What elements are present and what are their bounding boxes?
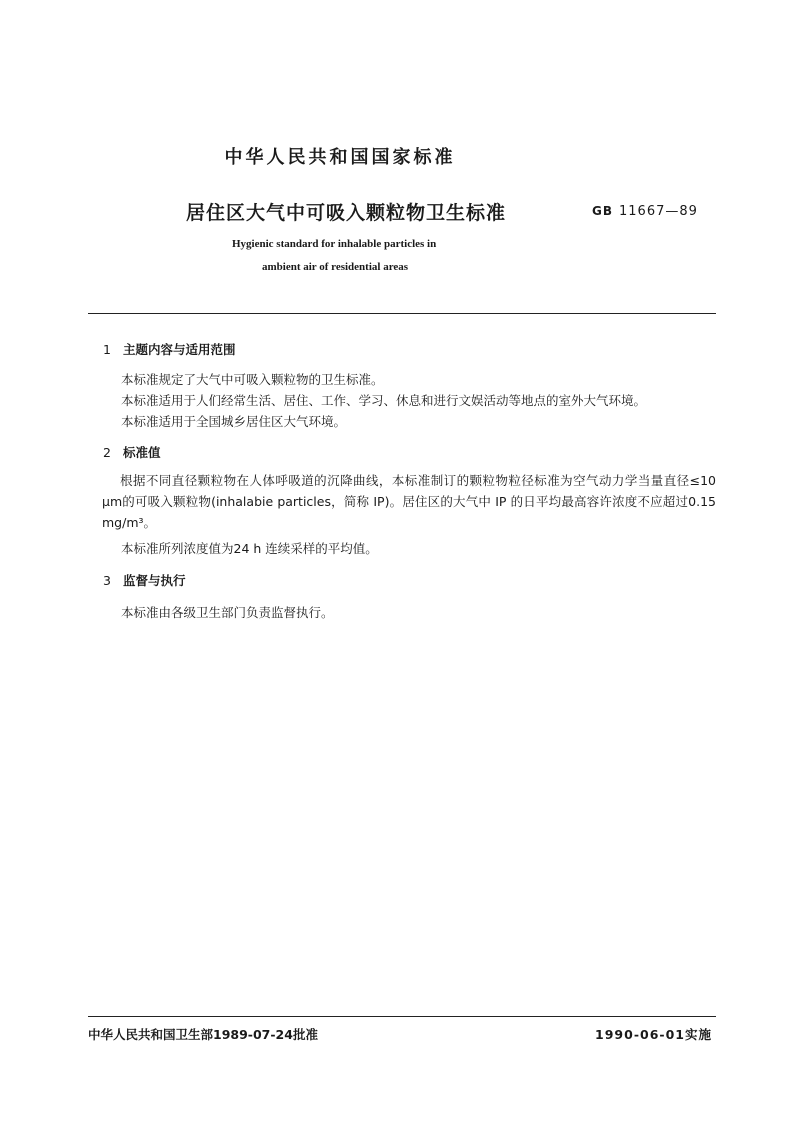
section-2-paragraph-1: 根据不同直径颗粒物在人体呼吸道的沉降曲线，本标准制订的颗粒物粒径标准为空气动力学当量直径≤10 μm的可吸入颗粒物(inhalabie particles，简称 IP)。居住区的大气中 IP 的日平均最高容许浓度不应超过0.15 mg/m³。 [102,473,716,530]
section-2-number: 2 [103,445,111,460]
national-standard-label: 中华人民共和国国家标准 [224,147,456,168]
approval-statement: 中华人民共和国卫生部1989-07-24批准 [88,1027,318,1042]
section-1-paragraph-1: 本标准规定了大气中可吸入颗粒物的卫生标准。 [121,372,384,387]
section-2-paragraph-2: 本标准所列浓度值为24 h 连续采样的平均值。 [121,541,378,556]
document-title: 居住区大气中可吸入颗粒物卫生标准 [186,202,507,224]
standard-code-prefix: GB [592,204,613,218]
english-title-line-2: ambient air of residential areas [262,261,409,273]
effective-date-statement: 1990-06-01实施 [595,1027,712,1042]
section-1-title: 主题内容与适用范围 [123,342,236,357]
section-3-heading [103,571,186,589]
section-1-paragraph-3: 本标准适用于全国城乡居住区大气环境。 [121,414,347,429]
section-3-title: 监督与执行 [123,573,186,588]
standard-code [592,204,698,219]
section-1-heading [103,340,236,358]
english-title-line-1: Hygienic standard for inhalable particles in [232,238,437,250]
footer-divider [88,1016,716,1017]
section-3-number: 3 [103,573,111,588]
header-divider [88,313,716,314]
section-1-number: 1 [103,342,111,357]
section-2-heading [103,443,161,461]
section-1-paragraph-2: 本标准适用于人们经常生活、居住、工作、学习、休息和进行文娱活动等地点的室外大气环境。 [121,393,647,408]
standard-code-number: 11667—89 [619,204,698,219]
section-2-title: 标准值 [123,445,161,460]
section-3-paragraph-1: 本标准由各级卫生部门负责监督执行。 [121,605,334,620]
